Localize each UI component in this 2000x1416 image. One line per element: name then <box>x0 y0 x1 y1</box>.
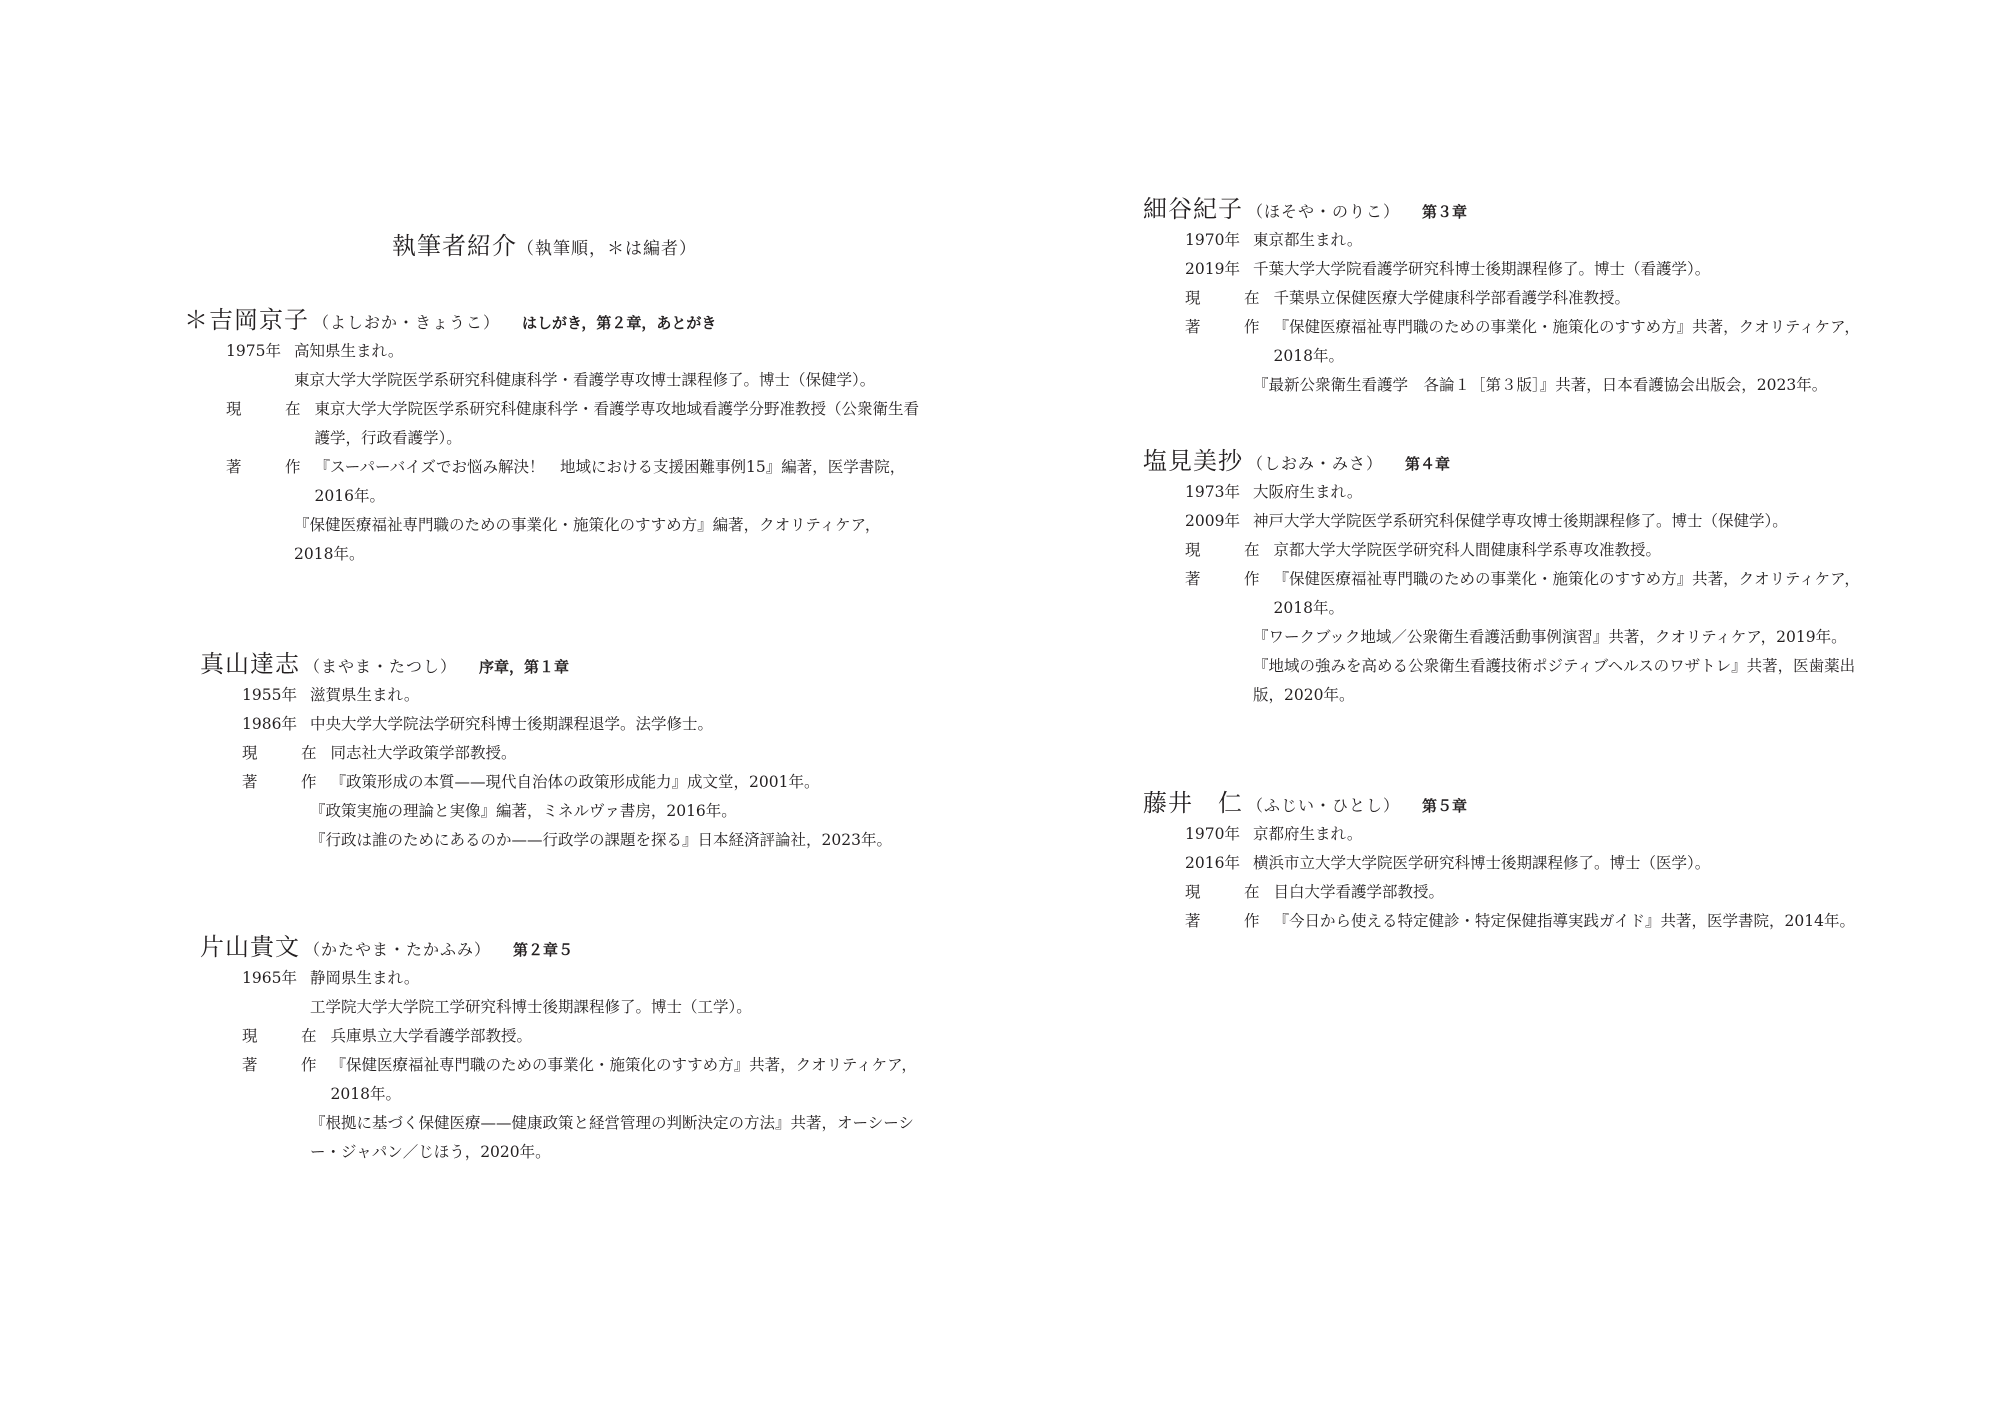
bio-entry-label <box>1185 652 1253 710</box>
author-name: 塩見美抄 <box>1143 447 1243 475</box>
author-chapters: 第４章 <box>1405 455 1451 473</box>
bio-entry-text: 『最新公衆衛生看護学 各論１［第３版］』共著，日本看護協会出版会，2023年。 <box>1253 376 1828 394</box>
bio-entry <box>1143 371 1863 400</box>
bio-entry-label: 現 在 <box>1185 883 1274 901</box>
bio-entry-label <box>226 511 294 569</box>
bio-entry-text: 滋賀県生まれ。 <box>310 686 420 704</box>
bio-entry-label <box>242 993 310 1022</box>
bio-entry <box>200 710 920 739</box>
bio-entry-text: 千葉大学大学院看護学研究科博士後期課程修了。博士（看護学）。 <box>1253 260 1711 278</box>
bio-entry-text: 千葉県立保健医療大学健康科学部看護学科准教授。 <box>1273 289 1631 307</box>
bio-entry-label <box>242 826 310 855</box>
bio-entry <box>184 337 904 366</box>
author-block <box>1143 192 1863 400</box>
bio-entry-text: 『政策実施の理論と実像』編著，ミネルヴァ書房，2016年。 <box>310 802 737 820</box>
bio-entry <box>200 826 920 855</box>
bio-entry-label <box>226 366 294 395</box>
author-block <box>184 303 920 569</box>
author-block <box>200 647 920 855</box>
author-heading <box>200 930 920 964</box>
bio-entry <box>1143 820 1863 849</box>
bio-entry-text: 東京大学大学院医学系研究科健康科学・看護学専攻地域看護学分野准教授（公衆衛生看護学，行政看護学）。 <box>314 400 920 447</box>
bio-entry-label <box>1185 371 1253 400</box>
bio-entry-label: 2019年 <box>1185 260 1240 278</box>
author-chapters: 第５章 <box>1422 797 1468 815</box>
bio-entry-text: 『今日から使える特定健診・特定保健指導実践ガイド』共著，医学書院，2014年。 <box>1273 912 1855 930</box>
bio-entry <box>1143 478 1863 507</box>
bio-entry-label <box>1185 623 1253 652</box>
bio-entry-label: 1986年 <box>242 715 297 733</box>
bio-entry <box>1143 907 1863 936</box>
bio-entry-label: 現 在 <box>242 1027 331 1045</box>
author-block <box>1143 444 1863 710</box>
bio-entry-text: 神戸大学大学院医学系研究科保健学専攻博士後期課程修了。博士（保健学）。 <box>1253 512 1788 530</box>
bio-entry-text: 高知県生まれ。 <box>294 342 404 360</box>
author-chapters: 第３章 <box>1422 203 1468 221</box>
bio-entry-text: 工学院大学大学院工学研究科博士後期課程修了。博士（工学）。 <box>310 998 752 1016</box>
author-heading <box>1143 444 1863 478</box>
author-heading <box>200 647 920 681</box>
bio-entry-text: 目白大学看護学部教授。 <box>1273 883 1445 901</box>
bio-entry <box>1143 536 1863 565</box>
page-title-note: （執筆順，＊は編者） <box>517 239 697 259</box>
bio-entry-label: 2016年 <box>1185 854 1240 872</box>
bio-entry-label: 1970年 <box>1185 825 1240 843</box>
bio-entry-label: 1975年 <box>226 342 281 360</box>
bio-entry-label: 著 作 <box>1185 912 1274 930</box>
bio-entry-label: 著 作 <box>1185 318 1274 336</box>
bio-entry-label: 著 作 <box>1185 570 1274 588</box>
bio-entry <box>200 1109 920 1167</box>
bio-entry <box>200 1022 920 1051</box>
bio-entry-label <box>242 797 310 826</box>
author-heading <box>184 303 904 337</box>
bio-entry <box>200 768 920 797</box>
author-chapters: 序章，第１章 <box>479 658 570 676</box>
author-heading <box>1143 786 1863 820</box>
bio-entry <box>1143 878 1863 907</box>
bio-entry-text: 『地域の強みを高める公衆衛生看護技術ポジティブヘルスのワザトレ』共著，医歯薬出版，2020年。 <box>1253 657 1856 704</box>
bio-entry <box>1143 652 1863 710</box>
author-name: 藤井 仁 <box>1143 789 1243 817</box>
bio-entry-text: 『根拠に基づく保健医療——健康政策と経営管理の判断決定の方法』共著，オーシーシー・ジャパン／じほう，2020年。 <box>310 1114 914 1161</box>
bio-entry-text: 『行政は誰のためにあるのか——行政学の課題を探る』日本経済評論社，2023年。 <box>310 831 892 849</box>
bio-entry <box>1143 849 1863 878</box>
bio-entry-label: 著 作 <box>226 458 315 476</box>
bio-entry-label: 1970年 <box>1185 231 1240 249</box>
bio-entry-label: 著 作 <box>242 773 331 791</box>
bio-entry <box>1143 284 1863 313</box>
bio-entry-text: 大阪府生まれ。 <box>1253 483 1363 501</box>
author-name: 真山達志 <box>200 650 300 678</box>
bio-entry <box>1143 623 1863 652</box>
author-kana: （かたやま・たかふみ） <box>304 940 492 959</box>
bio-entry <box>200 681 920 710</box>
bio-entry <box>1143 255 1863 284</box>
author-name: ＊吉岡京子 <box>184 306 309 334</box>
author-chapters: 第２章５ <box>513 941 574 959</box>
bio-entry-text: 『保健医療福祉専門職のための事業化・施策化のすすめ方』共著，クオリティケア，2018年。 <box>330 1056 917 1103</box>
page-title-text: 執筆者紹介 <box>392 232 517 260</box>
author-kana: （ほそや・のりこ） <box>1247 202 1401 221</box>
bio-entry-text: 『保健医療福祉専門職のための事業化・施策化のすすめ方』共著，クオリティケア，2018年。 <box>1273 570 1860 617</box>
bio-entry-label: 1955年 <box>242 686 297 704</box>
author-kana: （よしおか・きょうこ） <box>313 313 501 332</box>
author-kana: （ふじい・ひとし） <box>1247 796 1401 815</box>
bio-entry <box>1143 507 1863 536</box>
bio-entry-text: 中央大学大学院法学研究科博士後期課程退学。法学修士。 <box>310 715 714 733</box>
bio-entry-label: 2009年 <box>1185 512 1240 530</box>
bio-entry <box>200 993 920 1022</box>
author-name: 細谷紀子 <box>1143 195 1243 223</box>
bio-entry-text: 『保健医療福祉専門職のための事業化・施策化のすすめ方』編著，クオリティケア，2018年。 <box>294 516 881 563</box>
bio-entry <box>1143 226 1863 255</box>
bio-entry-label: 1973年 <box>1185 483 1240 501</box>
author-block <box>200 930 920 1167</box>
bio-entry-text: 京都大学大学院医学研究科人間健康科学系専攻准教授。 <box>1273 541 1662 559</box>
bio-entry-text: 東京大学大学院医学系研究科健康科学・看護学専攻博士課程修了。博士（保健学）。 <box>294 371 876 389</box>
author-name: 片山貴文 <box>200 933 300 961</box>
author-chapters: はしがき，第２章，あとがき <box>522 314 717 332</box>
bio-entry <box>200 964 920 993</box>
bio-entry-label: 現 在 <box>226 400 315 418</box>
bio-entry <box>200 1051 920 1109</box>
bio-entry <box>200 739 920 768</box>
bio-entry-text: 横浜市立大学大学院医学研究科博士後期課程修了。博士（医学）。 <box>1253 854 1711 872</box>
bio-entry-label: 現 在 <box>1185 541 1274 559</box>
bio-entry-label: 著 作 <box>242 1056 331 1074</box>
bio-entry-label: 現 在 <box>1185 289 1274 307</box>
bio-entry-text: 同志社大学政策学部教授。 <box>330 744 517 762</box>
bio-entry-text: 『スーパーバイズでお悩み解決！ 地域における支援困難事例15』編著，医学書院，2016年。 <box>314 458 906 505</box>
bio-entry-text: 『ワークブック地域／公衆衛生看護活動事例演習』共著，クオリティケア，2019年。 <box>1253 628 1847 646</box>
page-title <box>392 226 892 261</box>
bio-entry-text: 京都府生まれ。 <box>1253 825 1363 843</box>
bio-entry-text: 静岡県生まれ。 <box>310 969 420 987</box>
bio-entry-text: 『政策形成の本質——現代自治体の政策形成能力』成文堂，2001年。 <box>330 773 820 791</box>
bio-entry <box>1143 313 1863 371</box>
bio-entry-text: 兵庫県立大学看護学部教授。 <box>330 1027 533 1045</box>
bio-entry-label <box>242 1109 310 1167</box>
author-kana: （まやま・たつし） <box>304 657 458 676</box>
bio-entry <box>184 395 920 453</box>
bio-entry-label: 現 在 <box>242 744 331 762</box>
author-heading <box>1143 192 1863 226</box>
bio-entry-label: 1965年 <box>242 969 297 987</box>
bio-entry-text: 『保健医療福祉専門職のための事業化・施策化のすすめ方』共著，クオリティケア，2018年。 <box>1273 318 1860 365</box>
bio-entry <box>184 511 904 569</box>
author-kana: （しおみ・みさ） <box>1247 454 1384 473</box>
bio-entry-text: 東京都生まれ。 <box>1253 231 1363 249</box>
author-block <box>1143 786 1863 936</box>
bio-entry <box>1143 565 1863 623</box>
bio-entry <box>184 366 904 395</box>
bio-entry <box>200 797 920 826</box>
bio-entry <box>184 453 904 511</box>
